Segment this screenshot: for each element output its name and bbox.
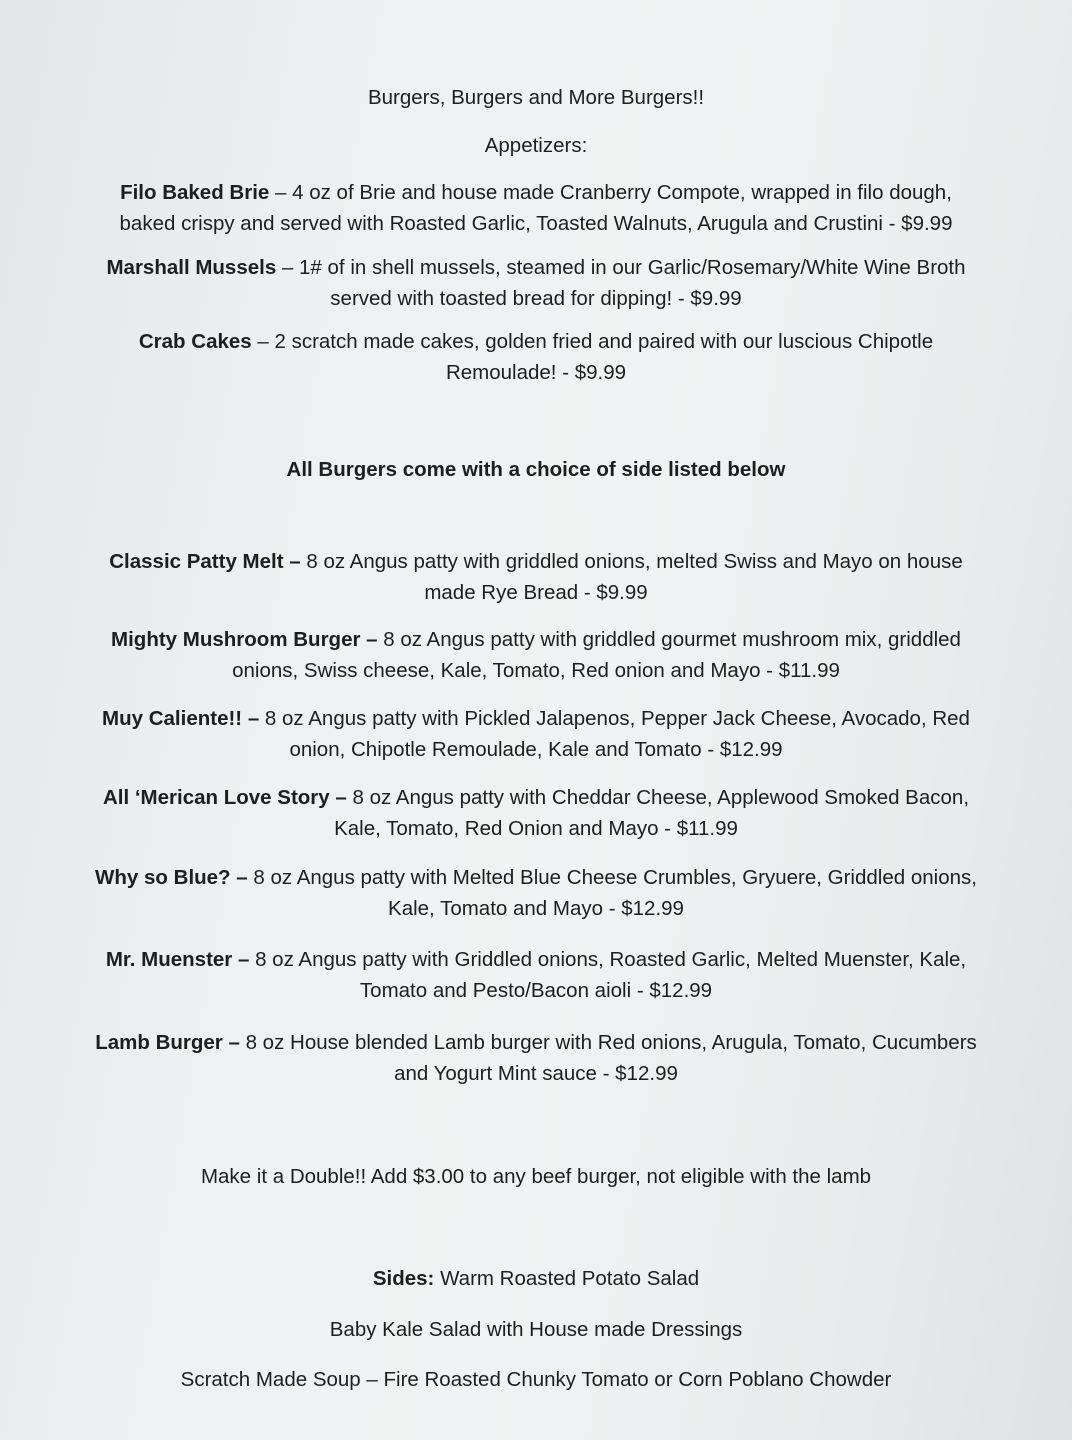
- burger-item: [40, 1027, 1032, 1089]
- item-description: 8 oz Angus patty with Pickled Jalapenos, Pepper Jack Cheese, Avocado, Red: [259, 707, 970, 730]
- item-description: – 4 oz of Brie and house made Cranberry Compote, wrapped in filo dough,: [269, 181, 952, 204]
- side-item: Scratch Made Soup – Fire Roasted Chunky Tomato or Corn Poblano Chowder: [180, 1368, 892, 1391]
- item-description: 8 oz Angus patty with Griddled onions, Roasted Garlic, Melted Muenster, Kale,: [249, 948, 967, 971]
- sides-label: Sides:: [372, 1267, 435, 1290]
- item-name: Muy Caliente!! –: [102, 707, 260, 730]
- menu-title: Burgers, Burgers and More Burgers!!: [367, 86, 705, 109]
- item-description-cont: made Rye Bread - $9.99: [424, 581, 648, 604]
- side-item: Baby Kale Salad with House made Dressings: [329, 1318, 743, 1341]
- item-name: All ‘Merican Love Story –: [102, 786, 347, 809]
- item-description: – 1# of in shell mussels, steamed in our Garlic/Rosemary/White Wine Broth: [276, 256, 966, 279]
- burger-item: [40, 944, 1032, 1006]
- burger-item: [40, 782, 1032, 844]
- item-description-cont: onions, Swiss cheese, Kale, Tomato, Red onion and Mayo - $11.99: [232, 659, 840, 682]
- item-description: 8 oz House blended Lamb burger with Red onions, Arugula, Tomato, Cucumbers: [239, 1031, 977, 1054]
- item-name: Why so Blue? –: [95, 866, 248, 889]
- appetizer-item: [40, 326, 1032, 388]
- item-name: Crab Cakes: [138, 330, 252, 353]
- appetizers-heading: Appetizers:: [484, 134, 588, 157]
- item-name: Mighty Mushroom Burger –: [111, 628, 378, 651]
- item-description: 8 oz Angus patty with griddled gourmet mushroom mix, griddled: [377, 628, 961, 651]
- item-name: Mr. Muenster –: [105, 948, 250, 971]
- item-name: Lamb Burger –: [95, 1031, 240, 1054]
- item-description: – 2 scratch made cakes, golden fried and paired with our luscious Chipotle: [251, 330, 934, 353]
- double-note: Make it a Double!! Add $3.00 to any beef burger, not eligible with the lamb: [200, 1165, 872, 1188]
- item-name: Marshall Mussels: [106, 256, 277, 279]
- item-name: Filo Baked Brie: [120, 181, 270, 204]
- item-description: 8 oz Angus patty with Cheddar Cheese, Applewood Smoked Bacon,: [346, 786, 970, 809]
- burger-item: [40, 624, 1032, 686]
- item-description-cont: Kale, Tomato and Mayo - $12.99: [388, 897, 684, 920]
- appetizer-item: [40, 252, 1032, 314]
- item-name: Classic Patty Melt –: [109, 550, 301, 573]
- item-description-cont: Tomato and Pesto/Bacon aioli - $12.99: [359, 979, 713, 1002]
- side-item: Warm Roasted Potato Salad: [434, 1267, 700, 1290]
- item-description-cont: and Yogurt Mint sauce - $12.99: [394, 1062, 678, 1085]
- item-description-cont: Remoulade! - $9.99: [445, 361, 627, 384]
- burger-item: [40, 546, 1032, 608]
- sides-line: [0, 1263, 1072, 1294]
- burger-item: [40, 862, 1032, 924]
- item-description-cont: onion, Chipotle Remoulade, Kale and Tomato - $12.99: [289, 738, 783, 761]
- item-description: 8 oz Angus patty with griddled onions, melted Swiss and Mayo on house: [300, 550, 963, 573]
- item-description-cont: Kale, Tomato, Red Onion and Mayo - $11.99: [334, 817, 738, 840]
- appetizer-item: [40, 177, 1032, 239]
- item-description: 8 oz Angus patty with Melted Blue Cheese Crumbles, Gryuere, Griddled onions,: [247, 866, 977, 889]
- burger-item: [40, 703, 1032, 765]
- item-description-cont: baked crispy and served with Roasted Garlic, Toasted Walnuts, Arugula and Crustini - $9.99: [119, 212, 953, 235]
- item-description-cont: served with toasted bread for dipping! - $9.99: [330, 287, 742, 310]
- burgers-note: All Burgers come with a choice of side listed below: [286, 458, 786, 481]
